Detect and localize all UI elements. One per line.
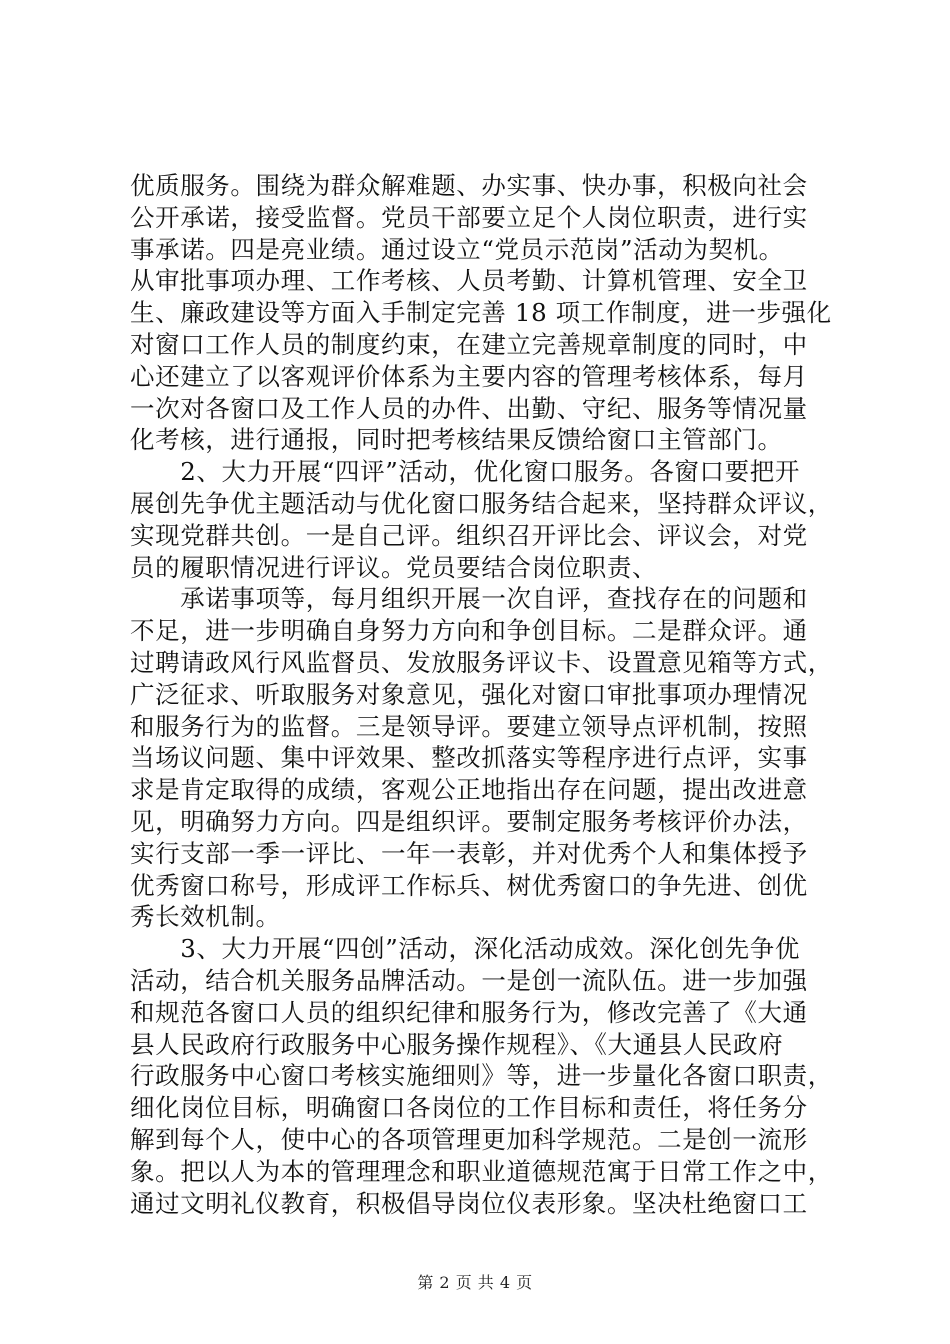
text-line: 优质服务。围绕为群众解难题、办实事、快办事，积极向社会 bbox=[130, 171, 808, 200]
text-line: 心还建立了以客观评价体系为主要内容的管理考核体系，每月 bbox=[130, 361, 808, 391]
text-line: 和服务行为的监督。三是领导评。要建立领导点评机制，按照 bbox=[130, 711, 808, 741]
text-line: 当场议问题、集中评效果、整改抓落实等程序进行点评，实事 bbox=[130, 743, 808, 773]
text-line: 展创先争优主题活动与优化窗口服务结合起来，坚持群众评议， bbox=[130, 488, 833, 518]
text-line: 实行支部一季一评比、一年一表彰，并对优秀个人和集体授予 bbox=[130, 838, 808, 868]
text-line: 县人民政府行政服务中心服务操作规程》、《大通县人民政府 bbox=[130, 1029, 784, 1059]
text-line: 生、廉政建设等方面入手制定完善 18 项工作制度，进一步强化 bbox=[130, 298, 832, 328]
text-line: 求是肯定取得的成绩，客观公正地指出存在问题，提出改进意 bbox=[130, 775, 808, 805]
text-line: 对窗口工作人员的制度约束，在建立完善规章制度的同时，中 bbox=[130, 329, 808, 359]
text-line: 承诺事项等，每月组织开展一次自评，查找存在的问题和 bbox=[130, 584, 808, 614]
text-line: 和规范各窗口人员的组织纪律和服务行为，修改完善了《大通 bbox=[130, 997, 808, 1027]
text-line: 事承诺。四是亮业绩。通过设立“党员示范岗”活动为契机。 bbox=[130, 234, 784, 264]
text-line: 3、大力开展“四创”活动，深化活动成效。深化创先争优 bbox=[130, 934, 800, 964]
text-line: 员的履职情况进行评议。党员要结合岗位职责、 bbox=[130, 552, 658, 582]
text-line: 从审批事项办理、工作考核、人员考勤、计算机管理、安全卫 bbox=[130, 266, 808, 296]
text-line: 细化岗位目标，明确窗口各岗位的工作目标和责任，将任务分 bbox=[130, 1093, 808, 1123]
text-line: 2、大力开展“四评”活动，优化窗口服务。各窗口要把开 bbox=[130, 457, 800, 487]
text-line: 秀长效机制。 bbox=[130, 902, 281, 932]
text-line: 实现党群共创。一是自己评。组织召开评比会、评议会，对党 bbox=[130, 520, 808, 550]
text-line: 活动，结合机关服务品牌活动。一是创一流队伍。进一步加强 bbox=[130, 965, 808, 995]
text-line: 优秀窗口称号，形成评工作标兵、树优秀窗口的争先进、创优 bbox=[130, 870, 808, 900]
page-footer: 第 2 页 共 4 页 bbox=[417, 1273, 533, 1292]
text-line: 不足，进一步明确自身努力方向和争创目标。二是群众评。通 bbox=[130, 616, 808, 646]
text-line: 一次对各窗口及工作人员的办件、出勤、守纪、服务等情况量 bbox=[130, 393, 808, 423]
text-line: 行政服务中心窗口考核实施细则》等，进一步量化各窗口职责， bbox=[130, 1061, 833, 1091]
text-line: 过聘请政风行风监督员、发放服务评议卡、设置意见箱等方式， bbox=[130, 647, 833, 677]
document-body bbox=[130, 170, 833, 1219]
text-line: 公开承诺，接受监督。党员干部要立足个人岗位职责，进行实 bbox=[130, 202, 808, 232]
text-line: 广泛征求、听取服务对象意见，强化对窗口审批事项办理情况 bbox=[130, 679, 808, 709]
text-line: 象。把以人为本的管理理念和职业道德规范寓于日常工作之中， bbox=[130, 1156, 833, 1186]
text-line: 通过文明礼仪教育，积极倡导岗位仪表形象。坚决杜绝窗口工 bbox=[130, 1188, 808, 1218]
text-line: 化考核，进行通报，同时把考核结果反馈给窗口主管部门。 bbox=[130, 425, 783, 455]
text-line: 解到每个人，使中心的各项管理更加科学规范。二是创一流形 bbox=[130, 1124, 808, 1154]
text-line: 见，明确努力方向。四是组织评。要制定服务考核评价办法， bbox=[130, 806, 808, 836]
